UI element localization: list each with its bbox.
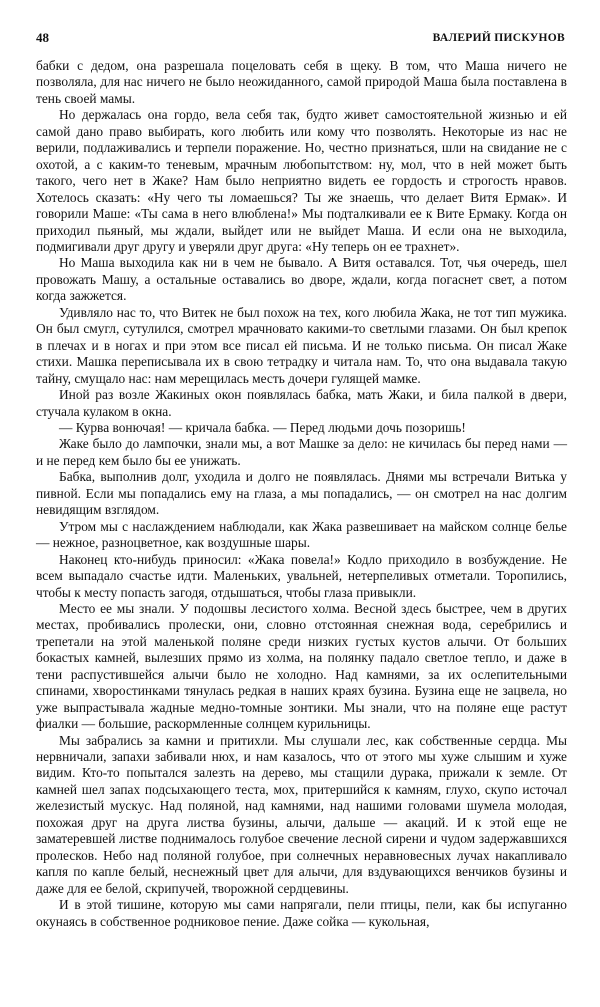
paragraph: Мы забрались за камни и притихли. Мы слушали лес, как собственные сердца. Мы нервничали, запахи забивали нюх, и нам казалось, что от этого мы хуже слышим и хуже видим. Кто-то попытался залезть на дерево, мы стащили дурака, прижали к земле. От камней шел запах подсыхающего теста, мох, притершийся к камням, глухо, скупо источал железистый мускус. Над поляной, над камнями, над нашими головами шумела молодая, похожая друг на друга листва бузины, алычи, дальше — акаций. И к этой еще не заматеревшей листве поднималось голубое свечение лесной сирени и чудом задержавшихся пролесков. Небо над поляной голубое, при солнечных неравновесных лучах накапливало капля по капле белый, неснежный цвет для алычи, для вздувающихся венчиков бузины и даже для ее белой, скрипучей, творожной сердцевины. xyxy=(36,732,567,896)
paragraph: Место ее мы знали. У подошвы лесистого холма. Весной здесь быстрее, чем в других местах, пробивались пролески, они, словно отстоянная снежная вода, серебрились и трепетали на этой маленькой поляне среди низких густых кустов алычи. От больших бокастых камней, вылезших прямо из холма, на полянку падало светлое тепло, и даже в тени распустившейся алычи было не холодно. Над камнями, за их ослепительными спинами, хворостинками тянулась редкая в наших краях бузина. Бузина еще не зацвела, но уже выпрастывала жадные медно-томные зонтики. Мы знали, что на поляне еще растут фиалки — большие, раскормленные солнцем курильницы. xyxy=(36,600,567,732)
paragraph: Бабка, выполнив долг, уходила и долго не появлялась. Днями мы встречали Витька у пивной. Если мы попадались ему на глаза, а мы попадались, — он смотрел на нас долгим невидящим взглядом. xyxy=(36,469,567,518)
paragraph: Жаке было до лампочки, знали мы, а вот Машке за дело: не кичилась бы перед нами — и не перед кем было бы ее унижать. xyxy=(36,436,567,468)
paragraph: Утром мы с наслаждением наблюдали, как Жака развешивает на майском солнце белье — нежное, разноцветное, как воздушные шары. xyxy=(36,518,567,551)
paragraph: Но держалась она гордо, вела себя так, будто живет самостоятельной жизнью и ей самой дано право выбирать, кого любить или кому что позволять. Некоторые из нас не верили, подлаживались и терпели поражение. Но, честно признаться, шли на свидание не с охотой, а с каким-то теневым, мрачным любопытством: ну, мол, что в ней может быть такого, чего нет в Жаке? Нам было неприятно видеть ее гордость и строгость нравов. Хотелось сказать: «Ну чего ты ломаешься? Ты же знаешь, что делает Витя Ермак». И говорили Маше: «Ты сама в него влюблена!» Мы подталкивали ее к Вите Ермаку. Когда он приходил пьяный, мы ждали, выйдет или не выйдет Маша. И если она не выходила, подмигивали друг другу и уверяли друг друга: «Ну теперь он ее трахнет». xyxy=(36,107,567,254)
paragraph: бабки с дедом, она разрешала поцеловать себя в щеку. В том, что Маша ничего не позволяла, для нас ничего не было неожиданного, самой природой Маша была поставлена в тень своей мамы. xyxy=(36,58,567,106)
paragraph: И в этой тишине, которую мы сами напрягали, пели птицы, пели, как бы испуганно окунаясь в собственное родниковое пение. Даже сойка — кукольная, xyxy=(36,897,567,929)
page-number: 48 xyxy=(36,30,49,45)
paragraph: Иной раз возле Жакиных окон появлялась бабка, мать Жаки, и била палкой в двери, стучала кулаком в окна. xyxy=(36,387,567,419)
book-page xyxy=(36,30,567,930)
author-name: ВАЛЕРИЙ ПИСКУНОВ xyxy=(432,32,565,44)
dialogue-line: — Курва вонючая! — кричала бабка. — Перед людьми дочь позоришь! xyxy=(59,419,466,435)
paragraph: Наконец кто-нибудь приносил: «Жака повела!» Кодло приходило в возбуждение. Не всем выпадало счастье идти. Маленьких, увальней, нетерпеливых отметали. Торопились, чтобы к месту попасть загодя, отдышаться, чтобы глаза привыкли. xyxy=(36,551,567,600)
body-text xyxy=(36,58,567,930)
running-head xyxy=(36,30,567,50)
paragraph: Но Маша выходила как ни в чем не бывало. А Витя оставался. Тот, чья очередь, шел провожать Машу, а остальные оставались во дворе, ждали, когда погаснет свет, а потом когда зажжется. xyxy=(36,255,567,304)
paragraph: Удивляло нас то, что Витек не был похож на тех, кого любила Жака, не тот тип мужика. Он был смугл, сутулился, смотрел мрачновато какими-то светлыми глазами. Он был крепок в плечах и в ногах и при этом все писал ей письма. И не только письма. Он писал Жаке стихи. Машка переписывала их в свою тетрадку и читала нам. То, что она выдавала такую тайну, смущало нас: нам мерещилась месть дочери гулящей мамке. xyxy=(36,304,567,386)
